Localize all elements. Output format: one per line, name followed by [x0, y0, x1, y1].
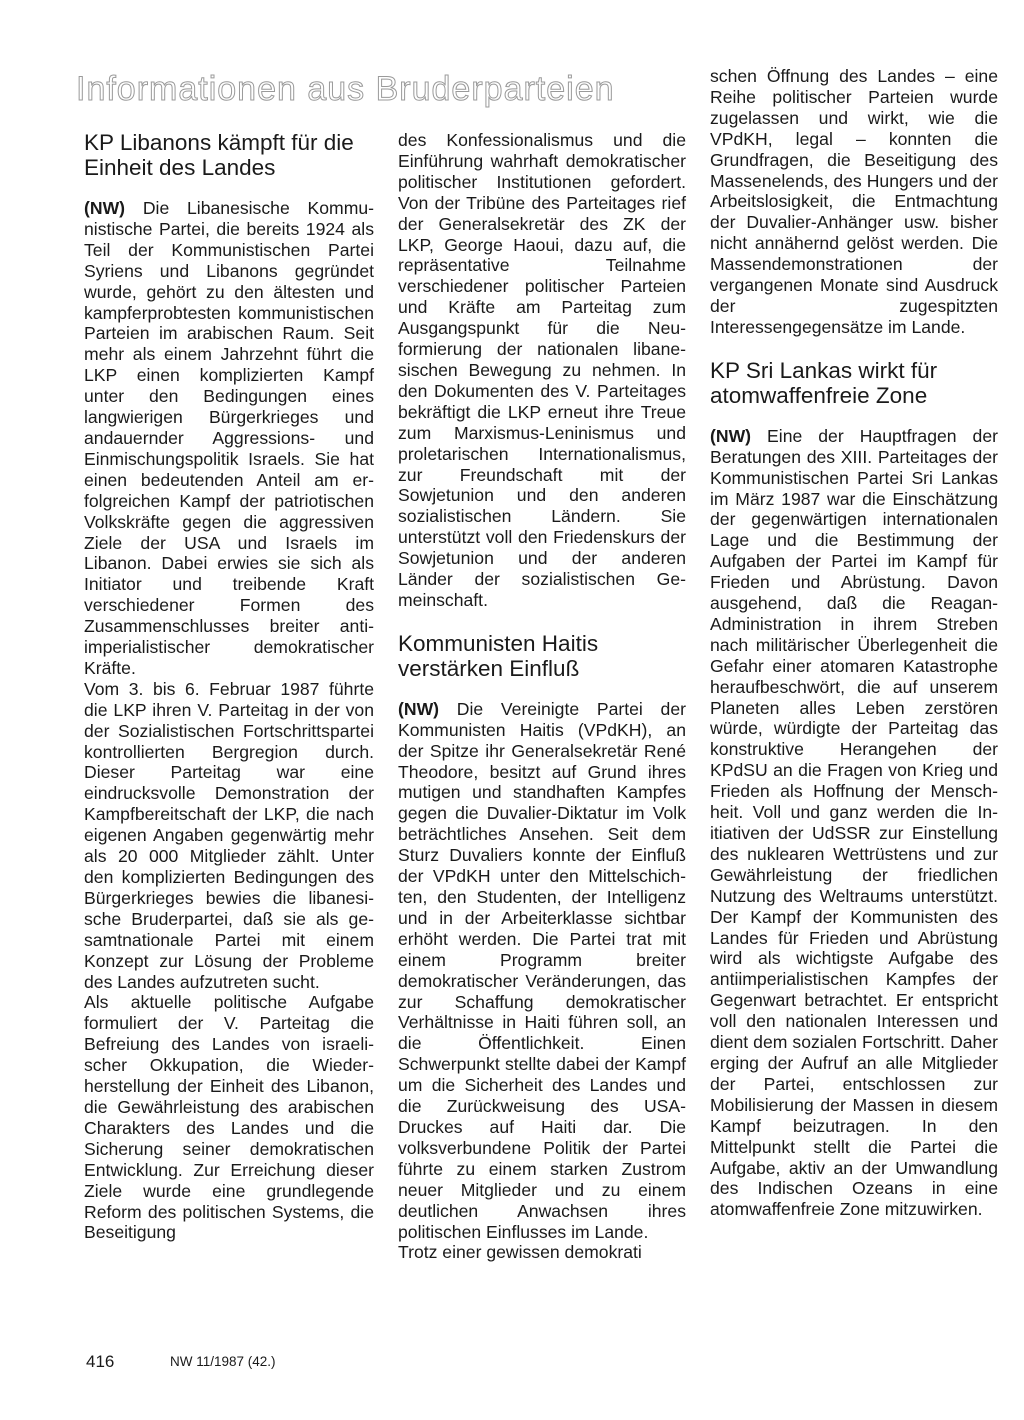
article-title-haiti: Kommunisten Haitis verstärken Einfluß — [398, 630, 599, 681]
article-title-sri-lanka: KP Sri Lankas wirkt für atomwaffenfreie Zone — [710, 357, 938, 408]
article-paragraph — [710, 426, 998, 1220]
page-footer — [86, 1352, 276, 1372]
issue-reference: NW 11/1987 (42.) — [170, 1354, 276, 1369]
article-paragraph: schen Öffnung des Landes – eine Reihe politischer Parteien wurde zugelassen und wirkt, wie die VPdKH, legal – konnten die Grundfragen, die Beseitigung des Massenelends, des Hungers und der Arbeitslosigkeit, die Entmachtung der Duvalier-Anhänger usw. bisher nicht annähernd gelöst werden. Die Massendemonstrationen der vergangenen Monate sind Ausdruck der zugespitzten Interessengegensätze im Lande. — [710, 66, 998, 337]
article-paragraph — [84, 198, 374, 679]
column-3 — [710, 66, 998, 1220]
article-paragraph — [398, 699, 686, 1243]
source-tag: (NW) — [710, 425, 752, 446]
source-tag: (NW) — [84, 198, 126, 218]
masthead: Informationen aus Bruderparteien — [76, 70, 615, 108]
article-title-lebanon: KP Libanons kämpft für die Einheit des Landes — [84, 130, 354, 180]
article-paragraph: des Konfessionalismus und die Einführung wahrhaft demokratischer politischer Institutionen gefordert. Von der Tribüne des Parteitages rief der Generalsekretär des ZK der LKP, George Haoui, dazu auf, die repräsentative Teilnahme verschiedener politischer Parteien und Kräfte am Parteitag zum Ausgangspunkt für die Neuformierung der nationalen libanesischen Bewegung zu nehmen. In den Dokumenten des V. Parteitages bekräftigt die LKP erneut ihre Treue zum Marxismus-Leninismus und proletarischen Internationalismus, zur Freundschaft mit der Sowjetunion und den anderen sozialistischen Ländern. Sie unterstützt voll den Friedenskurs der Sowjetunion und der anderen Länder der sozialistischen Gemeinschaft. — [398, 130, 686, 610]
paragraph-text: Die Vereinigte Partei der Kommunisten Haitis (VPdKH), an der Spitze ihr Generalsekretär René Theodore, besitzt auf Grund ihres mutigen und standhaften Kampfes gegen die Duvalier-Diktatur im Volk beträchtliches Ansehen. Seit dem Sturz Duvaliers konnte der Einfluß der VPdKH unter den Mittelschichten, den Studenten, der Intelligenz und in der Arbeiterklasse sichtbar erhöht werden. Die Partei trat mit einem Programm breiter demokratischer Veränderungen, das zur Schaffung demokratischer Verhältnisse in Haiti führen soll, an die Öffentlichkeit. Einen Schwerpunkt stellte dabei der Kampf um die Sicherheit des Landes und die Zurückweisung des USA-Druckes auf Haiti dar. Die volksverbundene Politik der Partei führte zu einem starken Zustrom neuer Mitglieder und zu einem deutlichen Anwachsen ihres politischen Einflusses im Lande. — [398, 698, 686, 1242]
article-paragraph: Trotz einer gewissen demokrati — [398, 1242, 642, 1263]
column-1 — [84, 130, 374, 1243]
source-tag: (NW) — [398, 698, 440, 719]
article-paragraph: Als aktuelle politische Aufgabe formuliert der V. Parteitag die Befreiung des Landes von israelischer Okkupation, die Wiederherstellung der Einheit des Libanon, die Gewährleistung des arabischen Charakters des Landes und die Sicherung seiner demokratischen Entwicklung. Zur Erreichung dieser Ziele wurde eine grundlegende Reform des politischen Systems, die Beseitigung — [84, 992, 374, 1243]
paragraph-text: Eine der Hauptfragen der Beratungen des XIII. Parteitages der Kommunistischen Partei Sri Lankas im März 1987 war die Einschätzung der gegenwärtigen internationalen Lage und die Bestimmung der Aufgaben der Partei im Kampf für Frieden und Abrüstung. Davon ausgehend, daß die Reagan-Administration in ihrem Streben nach militärischer Überlegenheit die Gefahr einer atomaren Katastrophe heraufbeschwört, die auf unserem Planeten alles Leben zerstören würde, würdigte der Parteitag das konstruktive Herangehen der KPdSU an die Fragen von Krieg und Frieden als Hoffnung der Menschheit. Voll und ganz werden die Initiativen der UdSSR zur Einstellung des nuklearen Wettrüstens und zur Gewährleistung der friedlichen Nutzung des Weltraums unterstützt. Der Kampf der Kommunisten des Landes für Frieden und Abrüstung wird als wichtigste Aufgabe des antiimperialistischen Kampfes der Gegenwart betrachtet. Er entspricht voll den nationalen Interessen und dient dem sozialen Fortschritt. Daher erging der Aufruf an alle Mitglieder der Partei, entschlossen zur Mobilisierung der Massen in diesem Kampf beizutragen. In den Mittelpunkt stellt die Partei die Aufgabe, aktiv an der Umwandlung des Indischen Ozeans in eine atomwaffenfreie Zone mitzuwirken. — [710, 425, 998, 1220]
column-2 — [398, 130, 686, 1263]
page-number: 416 — [86, 1352, 115, 1371]
paragraph-text: Die Libanesische Kommunistische Partei, die bereits 1924 als Teil der Kommunistischen Partei Syriens und Libanons gegründet wurde, gehört zu den ältesten und kampferprobtesten kommunistischen Parteien im arabischen Raum. Seit mehr als einem Jahrzehnt führt die LKP einen komplizierten Kampf unter den Bedingungen eines langwierigen Bürgerkrieges und andauernder Aggressions- und Einmischungspolitik Israels. Sie hat einen bedeutenden Anteil am erfolgreichen Kampf der patriotischen Volkskräfte gegen die aggressiven Ziele der USA und Israels im Libanon. Dabei erwies sie sich als Initiator und treibende Kraft verschiedener Formen des Zusammenschlusses breiter antiimperialistischer demokratischer Kräfte. — [84, 198, 374, 678]
article-paragraph: Vom 3. bis 6. Februar 1987 führte die LKP ihren V. Parteitag in der von der Sozialistischen Fortschrittspartei kontrollierten Bergregion durch. Dieser Parteitag war eine eindrucksvolle Demonstration der Kampfbereitschaft der LKP, die nach eigenen Angaben gegenwärtig mehr als 20 000 Mitglieder zählt. Unter den komplizierten Bedingungen des Bürgerkrieges bewies die libanesische Bruderpartei, daß sie als gesamtnationale Partei mit einem Konzept zur Lösung der Probleme des Landes aufzutreten sucht. — [84, 678, 374, 992]
